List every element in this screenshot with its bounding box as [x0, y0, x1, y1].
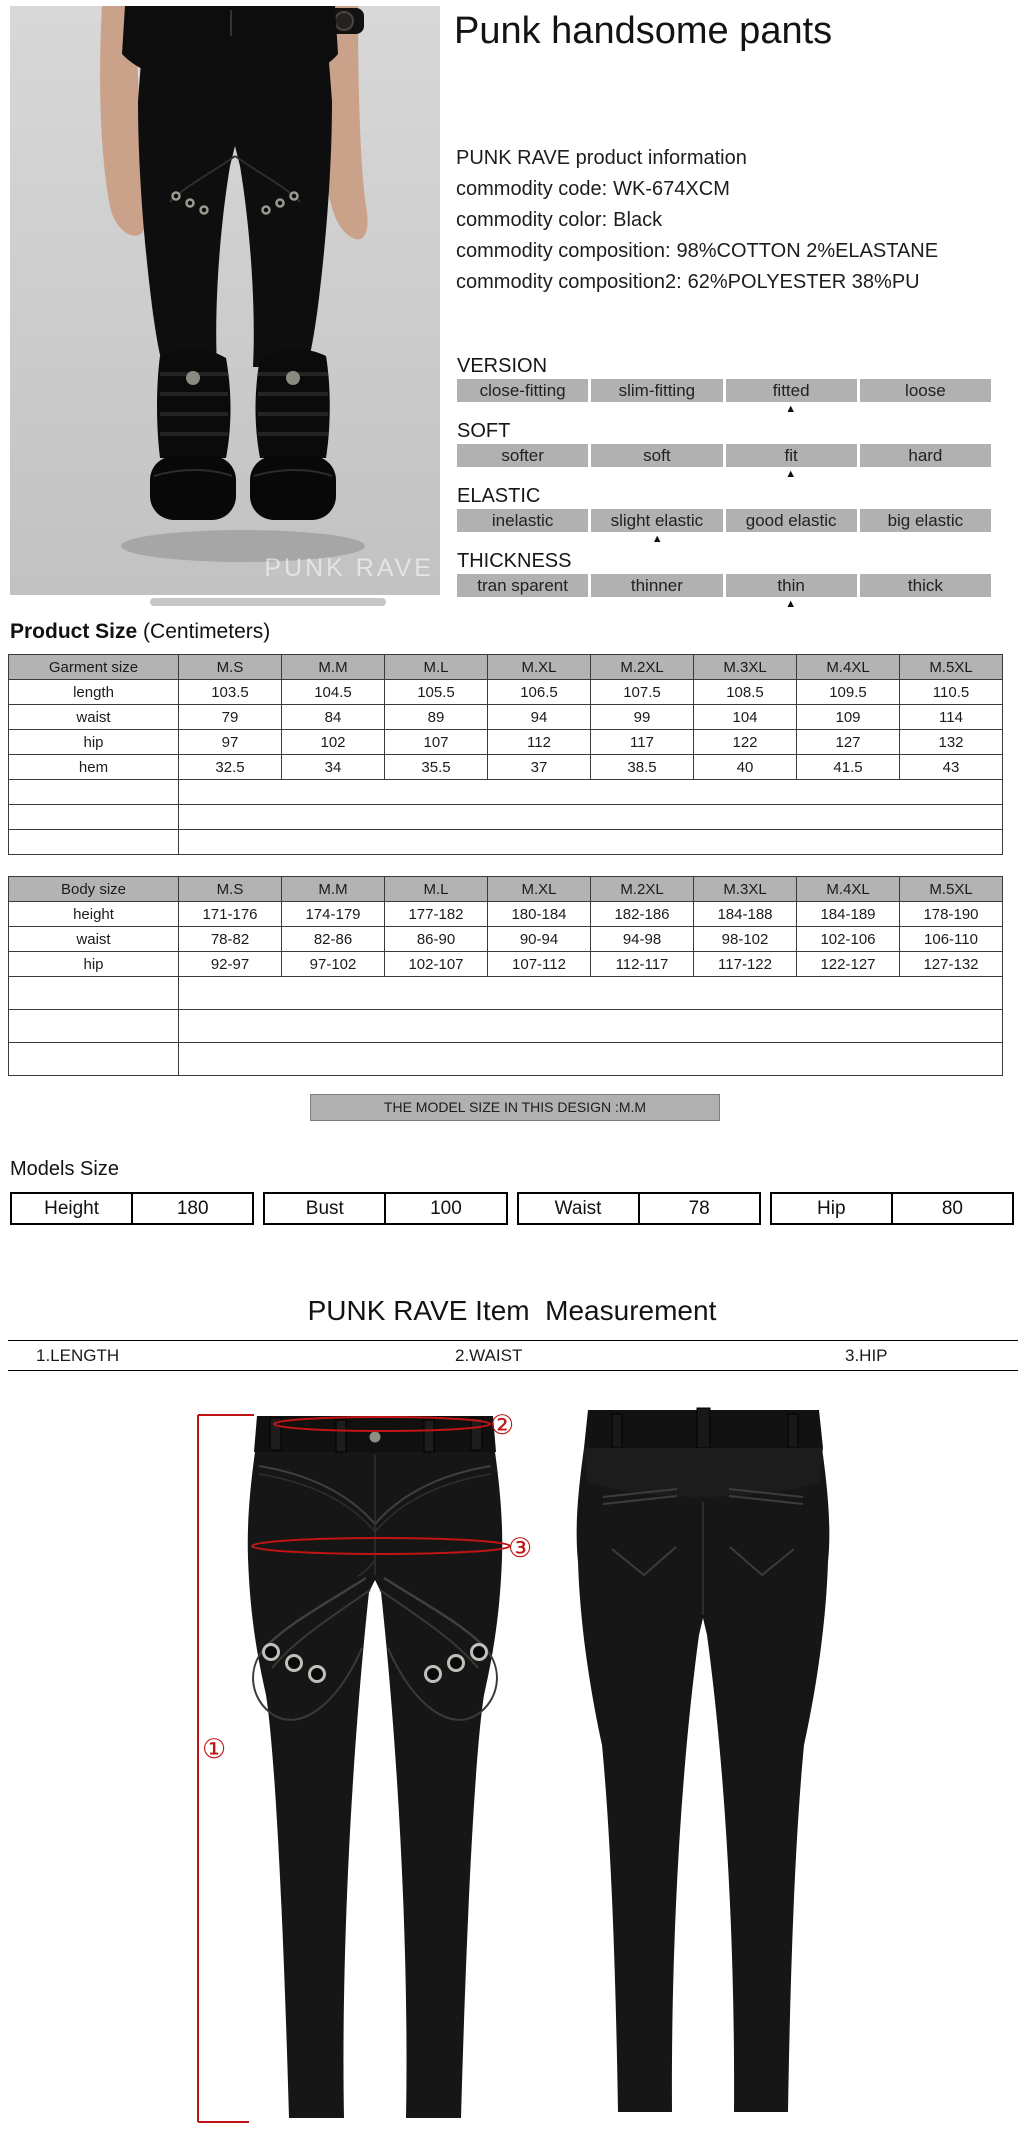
commodity-color-label: commodity color:: [456, 209, 608, 231]
size-cell: 127: [797, 730, 900, 755]
model-size-note: THE MODEL SIZE IN THIS DESIGN :M.M: [310, 1094, 720, 1121]
size-row-label: waist: [9, 927, 179, 952]
size-col-header: M.5XL: [900, 877, 1003, 902]
size-cell: 174-179: [282, 902, 385, 927]
measurement-legend-item: 2.WAIST: [455, 1346, 523, 1365]
fit-scale-label: ELASTIC: [457, 485, 541, 507]
photo-watermark: PUNK RAVE: [264, 554, 434, 582]
measurement-legend-item: 3.HIP: [845, 1346, 888, 1365]
size-cell: 180-184: [488, 902, 591, 927]
size-cell: 171-176: [179, 902, 282, 927]
size-col-header: M.S: [179, 655, 282, 680]
size-row-label: hip: [9, 952, 179, 977]
size-cell: 109: [797, 705, 900, 730]
size-col-header: M.XL: [488, 655, 591, 680]
size-col-header: M.4XL: [797, 655, 900, 680]
size-row-label: waist: [9, 705, 179, 730]
models-size-label: Waist: [554, 1198, 602, 1219]
size-col-header: M.S: [179, 877, 282, 902]
size-cell: 104: [694, 705, 797, 730]
models-size-label: Height: [44, 1198, 100, 1219]
size-cell: 98-102: [694, 927, 797, 952]
size-cell: 37: [488, 755, 591, 780]
size-cell: 117-122: [694, 952, 797, 977]
size-col-header: M.2XL: [591, 655, 694, 680]
size-cell: 86-90: [385, 927, 488, 952]
selected-marker-icon: ▲: [651, 533, 663, 545]
models-size-label: Bust: [305, 1198, 344, 1219]
size-col-header: M.M: [282, 655, 385, 680]
fit-scale-label: SOFT: [457, 420, 511, 442]
size-cell: 110.5: [900, 680, 1003, 705]
fit-option: thinner: [591, 574, 722, 597]
commodity-composition2-label: commodity composition2:: [456, 271, 682, 293]
length-number: ①: [202, 1734, 227, 1764]
size-cell: 38.5: [591, 755, 694, 780]
size-cell: 102-106: [797, 927, 900, 952]
fit-option: loose: [860, 379, 991, 402]
fit-option: tran sparent: [457, 574, 588, 597]
back-pants-figure: [577, 1408, 830, 2112]
size-col-header: M.3XL: [694, 877, 797, 902]
size-cell: 177-182: [385, 902, 488, 927]
size-cell: 122: [694, 730, 797, 755]
size-cell: 109.5: [797, 680, 900, 705]
commodity-composition-label: commodity composition:: [456, 240, 671, 262]
fit-option: inelastic: [457, 509, 588, 532]
models-size-heading: Models Size: [10, 1158, 119, 1180]
fit-option: hard: [860, 444, 991, 467]
size-col-header: M.3XL: [694, 655, 797, 680]
back-yoke: [584, 1448, 823, 1497]
size-table-corner: Body size: [9, 877, 179, 902]
size-col-header: M.L: [385, 655, 488, 680]
size-cell: 107.5: [591, 680, 694, 705]
skull-button: [370, 1432, 381, 1443]
size-cell: 108.5: [694, 680, 797, 705]
size-cell: 43: [900, 755, 1003, 780]
selected-marker-icon: ▲: [785, 403, 797, 415]
size-col-header: M.4XL: [797, 877, 900, 902]
product-size-heading-units: (Centimeters): [143, 620, 271, 643]
measurement-legend-item: 1.LENGTH: [36, 1346, 120, 1365]
size-cell: 106.5: [488, 680, 591, 705]
hip-number: ③: [508, 1533, 533, 1563]
measurement-heading: PUNK RAVE Item Measurement: [307, 1295, 717, 1326]
size-cell: 112: [488, 730, 591, 755]
size-cell: 89: [385, 705, 488, 730]
fit-option: soft: [591, 444, 722, 467]
commodity-code-label: commodity code:: [456, 178, 608, 200]
fit-option: fit: [726, 444, 857, 467]
fit-option: big elastic: [860, 509, 991, 532]
fit-option: thin: [726, 574, 857, 597]
size-cell: 32.5: [179, 755, 282, 780]
models-size-value: 80: [891, 1194, 1012, 1223]
waist-number: ②: [490, 1410, 515, 1440]
size-cell: 94-98: [591, 927, 694, 952]
size-cell: 99: [591, 705, 694, 730]
fit-option: slim-fitting: [591, 379, 722, 402]
size-row-label: height: [9, 902, 179, 927]
size-cell: 182-186: [591, 902, 694, 927]
size-row-label: length: [9, 680, 179, 705]
size-cell: 104.5: [282, 680, 385, 705]
models-size-value: 78: [638, 1194, 759, 1223]
size-cell: 78-82: [179, 927, 282, 952]
models-size-label: Hip: [817, 1198, 846, 1219]
fit-option: good elastic: [726, 509, 857, 532]
fit-option: slight elastic: [591, 509, 722, 532]
size-cell: 84: [282, 705, 385, 730]
product-size-heading-bold: Product Size: [10, 620, 138, 643]
fit-scale-label: THICKNESS: [457, 550, 572, 572]
size-cell: 34: [282, 755, 385, 780]
fit-option: thick: [860, 574, 991, 597]
commodity-color-value: Black: [613, 209, 663, 231]
commodity-code-value: WK-674XCM: [613, 178, 730, 200]
size-cell: 178-190: [900, 902, 1003, 927]
size-cell: 184-188: [694, 902, 797, 927]
size-col-header: M.5XL: [900, 655, 1003, 680]
size-cell: 35.5: [385, 755, 488, 780]
size-cell: 107-112: [488, 952, 591, 977]
size-row-label: hem: [9, 755, 179, 780]
size-col-header: M.M: [282, 877, 385, 902]
size-cell: 127-132: [900, 952, 1003, 977]
size-cell: 105.5: [385, 680, 488, 705]
size-cell: 112-117: [591, 952, 694, 977]
size-col-header: M.XL: [488, 877, 591, 902]
size-col-header: M.2XL: [591, 877, 694, 902]
size-cell: 40: [694, 755, 797, 780]
front-pants-figure: [248, 1416, 502, 2118]
commodity-composition-value: 98%COTTON 2%ELASTANE: [676, 240, 939, 262]
size-cell: 122-127: [797, 952, 900, 977]
size-cell: 117: [591, 730, 694, 755]
size-cell: 41.5: [797, 755, 900, 780]
size-cell: 97-102: [282, 952, 385, 977]
size-cell: 102-107: [385, 952, 488, 977]
selected-marker-icon: ▲: [785, 468, 797, 480]
fit-option: softer: [457, 444, 588, 467]
size-cell: 92-97: [179, 952, 282, 977]
size-cell: 90-94: [488, 927, 591, 952]
page-title: Punk handsome pants: [454, 10, 833, 52]
size-cell: 102: [282, 730, 385, 755]
size-cell: 107: [385, 730, 488, 755]
size-cell: 184-189: [797, 902, 900, 927]
size-cell: 106-110: [900, 927, 1003, 952]
fit-option: fitted: [726, 379, 857, 402]
size-cell: 114: [900, 705, 1003, 730]
product-info-heading: PUNK RAVE product information: [456, 147, 747, 169]
models-size-value: 100: [384, 1194, 505, 1223]
models-size-value: 180: [131, 1194, 252, 1223]
back-center-belt-loop: [697, 1408, 710, 1448]
size-cell: 103.5: [179, 680, 282, 705]
size-row-label: hip: [9, 730, 179, 755]
fit-scale-label: VERSION: [457, 355, 548, 377]
fit-option: close-fitting: [457, 379, 588, 402]
size-col-header: M.L: [385, 877, 488, 902]
size-cell: 79: [179, 705, 282, 730]
commodity-composition2-value: 62%POLYESTER 38%PU: [687, 271, 920, 293]
size-cell: 132: [900, 730, 1003, 755]
size-cell: 94: [488, 705, 591, 730]
size-cell: 97: [179, 730, 282, 755]
size-table-corner: Garment size: [9, 655, 179, 680]
size-cell: 82-86: [282, 927, 385, 952]
selected-marker-icon: ▲: [785, 598, 797, 610]
